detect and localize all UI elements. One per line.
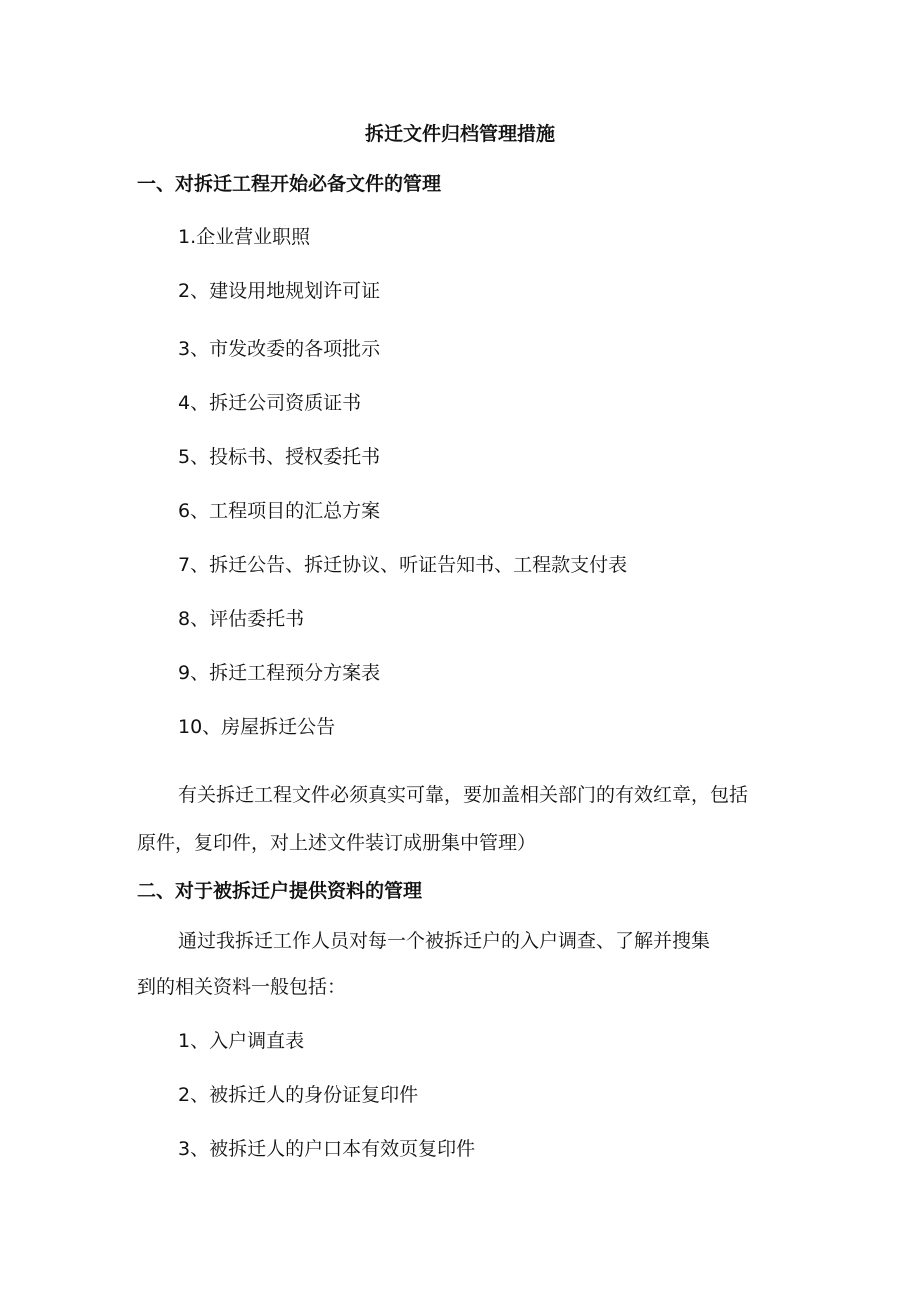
section-2-heading: 二、对于被拆迁户提供资料的管理: [137, 880, 423, 902]
section-1-item-8: 8、评估委托书: [178, 608, 305, 630]
section-2-item-3: 3、被拆迁人的户口本有效页复印件: [178, 1138, 476, 1160]
section-2-intro-line-1: 通过我拆迁工作人员对每一个被拆迁户的入户调查、了解并搜集: [178, 930, 711, 952]
section-1-item-3: 3、市发改委的各项批示: [178, 338, 381, 360]
section-1-item-1: 1.企业营业职照: [178, 226, 311, 248]
section-1-item-9: 9、拆迁工程预分方案表: [178, 662, 381, 684]
section-2-intro-line-2: 到的相关资料一般包括：: [137, 976, 347, 998]
section-2-item-1: 1、入户调直表: [178, 1030, 305, 1052]
section-1-note-line-1: 有关拆迁工程文件必须真实可靠，要加盖相关部门的有效红章，包括: [178, 784, 749, 806]
section-2-item-2: 2、被拆迁人的身份证复印件: [178, 1084, 419, 1106]
section-1-item-10: 10、房屋拆迁公告: [178, 716, 336, 738]
section-1-heading: 一、对拆迁工程开始必备文件的管理: [137, 173, 442, 195]
section-1-item-4: 4、拆迁公司资质证书: [178, 392, 362, 414]
section-1-item-5: 5、投标书、授权委托书: [178, 446, 381, 468]
section-1-note-line-2: 原件，复印件，对上述文件装订成册集中管理）: [137, 832, 537, 854]
section-1-item-2: 2、建设用地规划许可证: [178, 280, 381, 302]
section-1-item-7: 7、拆迁公告、拆迁协议、听证告知书、工程款支付表: [178, 554, 628, 576]
section-1-item-6: 6、工程项目的汇总方案: [178, 500, 381, 522]
document-title: 拆迁文件归档管理措施: [364, 123, 555, 145]
